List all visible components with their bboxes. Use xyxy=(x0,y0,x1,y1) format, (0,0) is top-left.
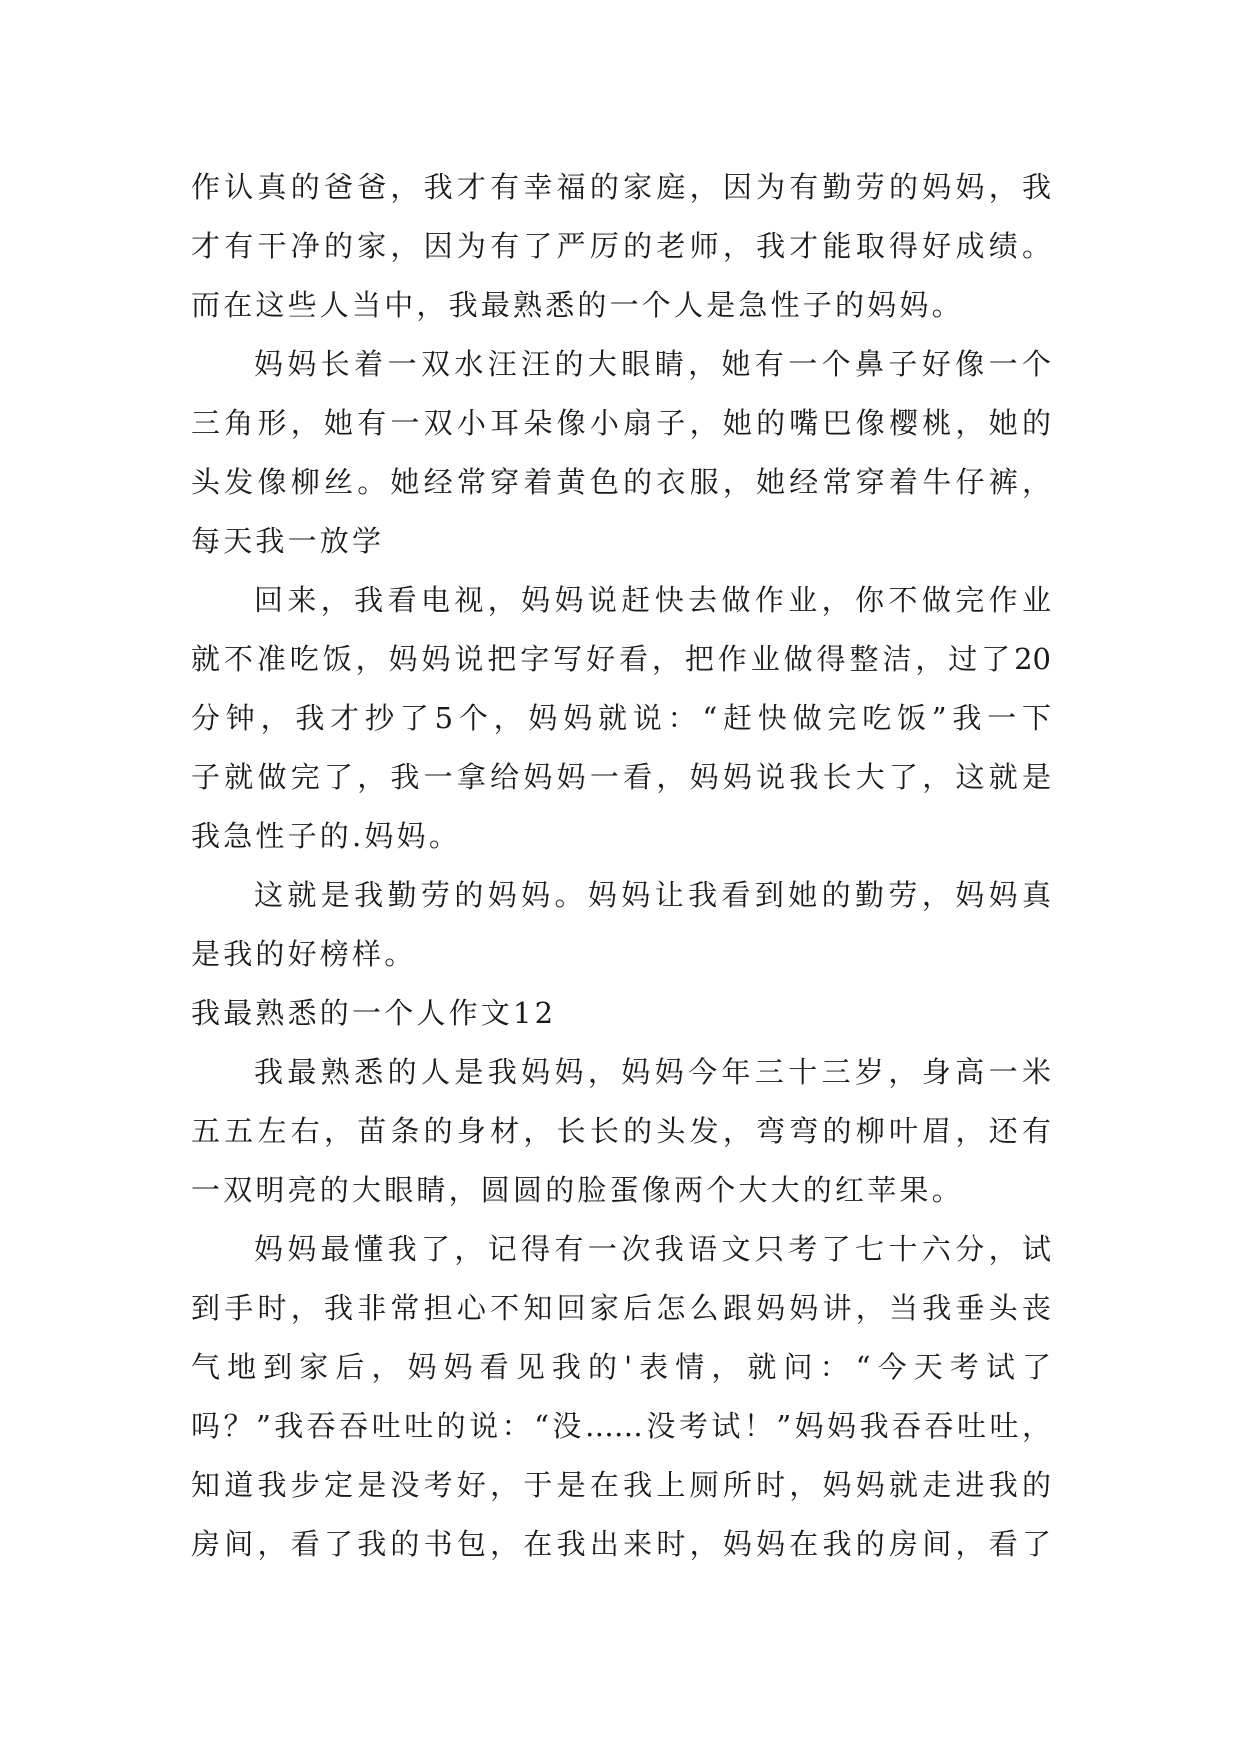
text-line: 就不准吃饭，妈妈说把字写好看，把作业做得整洁，过了20 xyxy=(191,642,1051,676)
paragraph-first-line: 妈妈最懂我了，记得有一次我语文只考了七十六分，试 xyxy=(254,1232,1051,1266)
text-line: 五五左右，苗条的身材，长长的头发，弯弯的柳叶眉，还有 xyxy=(191,1114,1051,1148)
text-line: 子就做完了，我一拿给妈妈一看，妈妈说我长大了，这就是 xyxy=(191,760,1051,794)
text-line: 吗？”我吞吞吐吐的说：“没……没考试！”妈妈我吞吞吐吐， xyxy=(191,1409,1051,1443)
paragraph-first-line: 我最熟悉的人是我妈妈，妈妈今年三十三岁，身高一米 xyxy=(254,1055,1051,1089)
text-line: 是我的好榜样。 xyxy=(191,937,417,971)
text-line: 头发像柳丝。她经常穿着黄色的衣服，她经常穿着牛仔裤， xyxy=(191,465,1051,499)
text-line: 到手时，我非常担心不知回家后怎么跟妈妈讲，当我垂头丧 xyxy=(191,1291,1051,1325)
text-line: 三角形，她有一双小耳朵像小扇子，她的嘴巴像樱桃，她的 xyxy=(191,406,1051,440)
text-line: 房间，看了我的书包，在我出来时，妈妈在我的房间，看了 xyxy=(191,1527,1051,1561)
section-heading: 我最熟悉的一个人作文12 xyxy=(191,996,557,1030)
paragraph-first-line: 这就是我勤劳的妈妈。妈妈让我看到她的勤劳，妈妈真 xyxy=(254,878,1051,912)
text-line: 而在这些人当中，我最熟悉的一个人是急性子的妈妈。 xyxy=(191,288,964,322)
paragraph-first-line: 妈妈长着一双水汪汪的大眼睛，她有一个鼻子好像一个 xyxy=(254,347,1051,381)
document-body xyxy=(191,158,1051,1574)
text-line: 才有干净的家，因为有了严厉的老师，我才能取得好成绩。 xyxy=(191,229,1051,263)
paragraph-first-line: 回来，我看电视，妈妈说赶快去做作业，你不做完作业 xyxy=(254,583,1051,617)
text-line: 知道我步定是没考好，于是在我上厕所时，妈妈就走进我的 xyxy=(191,1468,1051,1502)
text-line: 作认真的爸爸，我才有幸福的家庭，因为有勤劳的妈妈，我 xyxy=(191,170,1051,204)
text-line: 每天我一放学 xyxy=(191,524,385,558)
text-line: 气地到家后，妈妈看见我的'表情，就问：“今天考试了 xyxy=(191,1350,1051,1384)
text-line: 分钟，我才抄了5个，妈妈就说：“赶快做完吃饭”我一下 xyxy=(191,701,1051,735)
text-line: 一双明亮的大眼睛，圆圆的脸蛋像两个大大的红苹果。 xyxy=(191,1173,964,1207)
text-line: 我急性子的.妈妈。 xyxy=(191,819,462,853)
